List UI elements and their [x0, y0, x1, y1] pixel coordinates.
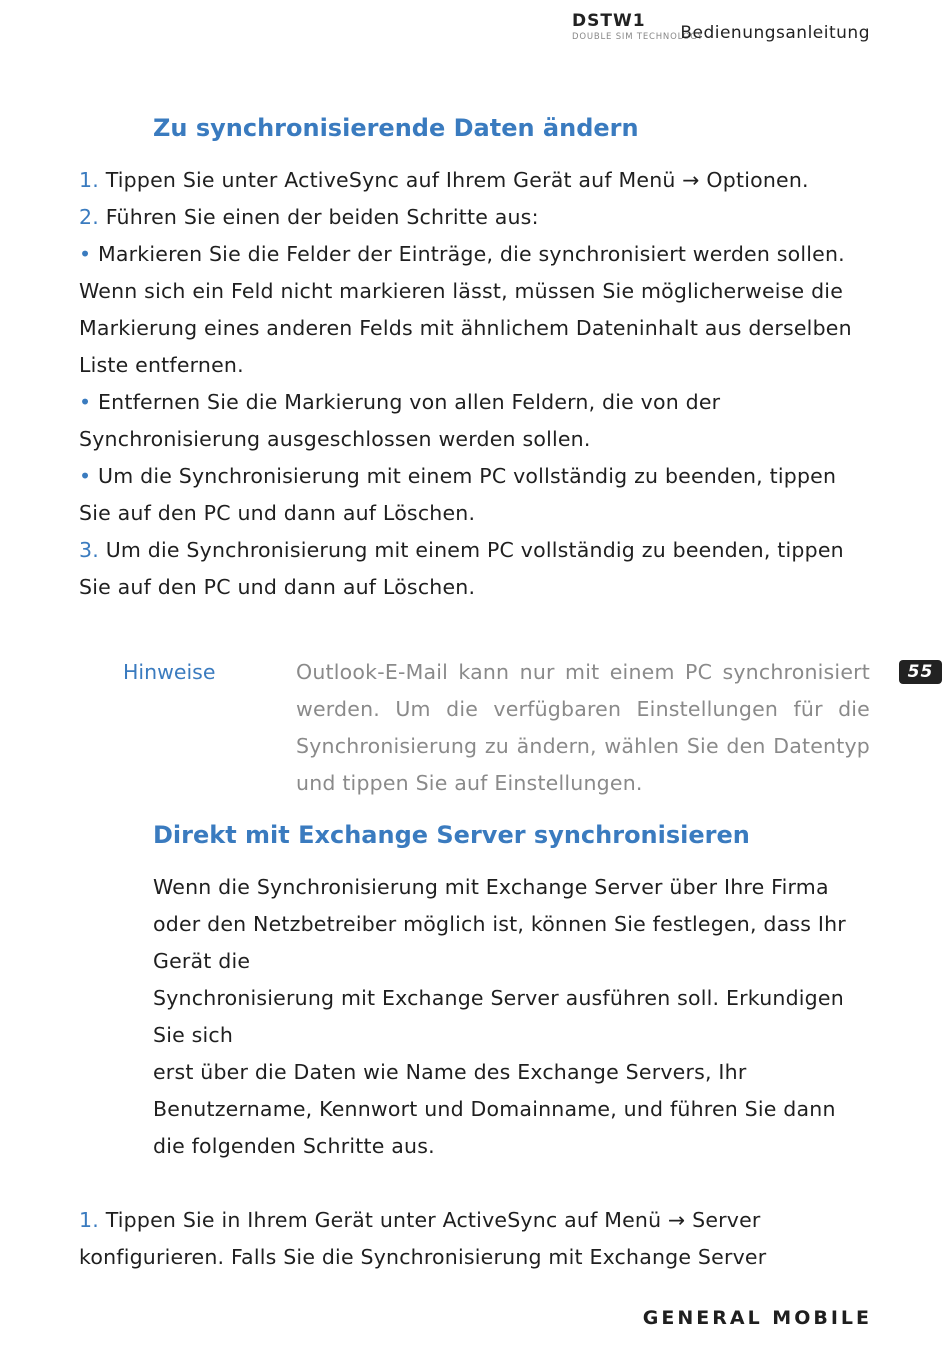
bullet-icon: •	[79, 242, 92, 266]
bullet-icon: •	[79, 390, 92, 414]
general-mobile-logo: GENERAL MOBILE	[642, 1307, 872, 1329]
section2-intro	[153, 869, 868, 1165]
bullet-3	[79, 458, 874, 532]
bullet-2	[79, 384, 874, 458]
step-number: 2.	[79, 205, 99, 229]
step-3	[79, 532, 874, 606]
note-label: Hinweise	[123, 660, 216, 684]
page-header	[572, 12, 870, 46]
step-number: 3.	[79, 538, 99, 562]
step-2	[79, 199, 874, 236]
bullet-icon: •	[79, 464, 92, 488]
intro-line-1: Wenn die Synchronisierung mit Exchange Server über Ihre Firma oder den Netzbetreiber möglich ist, können Sie festlegen, dass Ihr Gerät die	[153, 875, 846, 973]
step-number: 1.	[79, 168, 99, 192]
bullet-text: Entfernen Sie die Markierung von allen Feldern, die von der Synchronisierung ausgeschlossen werden sollen.	[79, 390, 721, 451]
intro-line-3: erst über die Daten wie Name des Exchange Servers, Ihr Benutzername, Kennwort und Domainname, und führen Sie dann die folgenden Schritte aus.	[153, 1060, 836, 1158]
section-heading-sync-data: Zu synchronisierende Daten ändern	[153, 114, 639, 142]
intro-line-2: Synchronisierung mit Exchange Server ausführen soll. Erkundigen Sie sich	[153, 986, 844, 1047]
step-text: Tippen Sie in Ihrem Gerät unter ActiveSync auf Menü → Server konfigurieren. Falls Sie die Synchronisierung mit Exchange Server	[79, 1208, 767, 1269]
page-number-badge: 55	[899, 660, 942, 684]
section1-body	[79, 162, 874, 606]
step-text: Führen Sie einen der beiden Schritte aus:	[105, 205, 539, 229]
bullet-text: Um die Synchronisierung mit einem PC vollständig zu beenden, tippen Sie auf den PC und dann auf Löschen.	[79, 464, 837, 525]
section2-steps	[79, 1202, 874, 1276]
step-text: Um die Synchronisierung mit einem PC vollständig zu beenden, tippen Sie auf den PC und dann auf Löschen.	[79, 538, 844, 599]
logo-subtitle: DOUBLE SIM TECHNOLOGY	[572, 32, 704, 42]
note-text: Outlook-E-Mail kann nur mit einem PC synchronisiert werden. Um die verfügbaren Einstellungen für die Synchronisierung zu ändern, wählen Sie den Datentyp und tippen Sie auf Einstellungen.	[296, 660, 870, 795]
document-title: Bedienungsanleitung	[680, 23, 870, 43]
bullet-text: Markieren Sie die Felder der Einträge, die synchronisiert werden sollen. Wenn sich ein Feld nicht markieren lässt, müssen Sie möglicherweise die Markierung eines anderen Felds mit ähnlichem Dateninhalt aus derselben Liste entfernen.	[79, 242, 852, 377]
bullet-1	[79, 236, 874, 384]
dstw1-logo: DSTW1	[572, 11, 646, 31]
step-number: 1.	[79, 1208, 99, 1232]
step-1	[79, 162, 874, 199]
step-1	[79, 1202, 874, 1276]
section-heading-exchange: Direkt mit Exchange Server synchronisieren	[153, 821, 750, 849]
step-text: Tippen Sie unter ActiveSync auf Ihrem Gerät auf Menü → Optionen.	[105, 168, 809, 192]
